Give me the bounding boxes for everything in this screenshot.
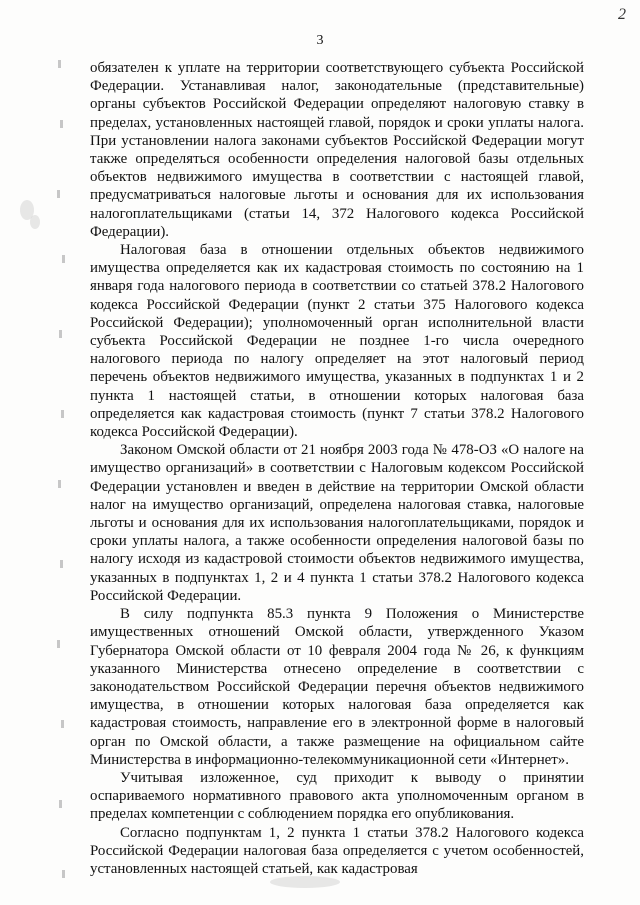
paragraph-5: Учитывая изложенное, суд приходит к выводу о принятии оспариваемого нормативного правового акта уполномоченным органом в пределах компетенции с соблюдением порядка его опубликования. <box>90 769 584 823</box>
paragraph-1: обязателен к уплате на территории соответствующего субъекта Российской Федерации. Устанавливая налог, законодательные (представительные) органы субъектов Российской Федерации определяют налоговую ставку в пределах, установленных настоящей главой, порядок и сроки уплаты налога. При установлении налога законами субъектов Российской Федерации могут также определяться особенности определения налоговой базы отдельных объектов недвижимого имущества в соответствии с настоящей главой, предусматриваться налоговые льготы и основания для их использования налогоплательщиками (статьи 14, 372 Налогового кодекса Российской Федерации). <box>90 60 584 240</box>
page-number: 3 <box>316 33 324 48</box>
binding-edge-marks <box>0 0 80 905</box>
handwritten-page-mark: 2 <box>618 6 626 23</box>
body-text <box>90 59 584 878</box>
paragraph-2: Налоговая база в отношении отдельных объектов недвижимого имущества определяется как их кадастровая стоимость по состоянию на 1 января года налогового периода в соответствии со статьей 378.2 Налогового кодекса Российской Федерации (пункт 2 статьи 375 Налогового кодекса Российской Федерации); уполномоченный орган исполнительной власти субъекта Российской Федерации не позднее 1-го числа очередного налогового периода по налогу определяет на этот налоговый период перечень объектов недвижимого имущества, указанных в подпунктах 1 и 2 пункта 1 настоящей статьи, в отношении которых налоговая база определяется как кадастровая стоимость (пункт 7 статьи 378.2 Налогового кодекса Российской Федерации). <box>90 242 584 441</box>
paragraph-3: Законом Омской области от 21 ноября 2003 года № 478-ОЗ «О налоге на имущество организаций» в соответствии с Налоговым кодексом Российской Федерации установлен и введен в действие на территории Омской области налог на имущество организаций, определена налоговая ставка, налоговые льготы и основания для их использования налогоплательщиками, порядок и сроки уплаты налога, а также особенности определения налоговой базы по налогу исходя из кадастровой стоимости объектов недвижимого имущества, указанных в подпунктах 1, 2 и 4 пункта 1 статьи 378.2 Налогового кодекса Российской Федерации. <box>90 442 584 604</box>
paragraph-4: В силу подпункта 85.3 пункта 9 Положения о Министерстве имущественных отношений Омской области, утвержденного Указом Губернатора Омской области от 10 февраля 2004 года № 26, к функциям указанного Министерства отнесено определение в соответствии с законодательством Российской Федерации перечня объектов недвижимого имущества, в отношении которых налоговая база определяется как кадастровая стоимость, направление его в электронной форме в налоговый орган по Омской области, а также размещение на официальном сайте Министерства в информационно-телекоммуникационной сети «Интернет». <box>90 606 584 768</box>
scan-smudge <box>270 876 340 888</box>
paragraph-6: Согласно подпунктам 1, 2 пункта 1 статьи 378.2 Налогового кодекса Российской Федерации налоговая база определяется с учетом особенностей, установленных настоящей статьей, как кадастровая <box>90 824 584 877</box>
